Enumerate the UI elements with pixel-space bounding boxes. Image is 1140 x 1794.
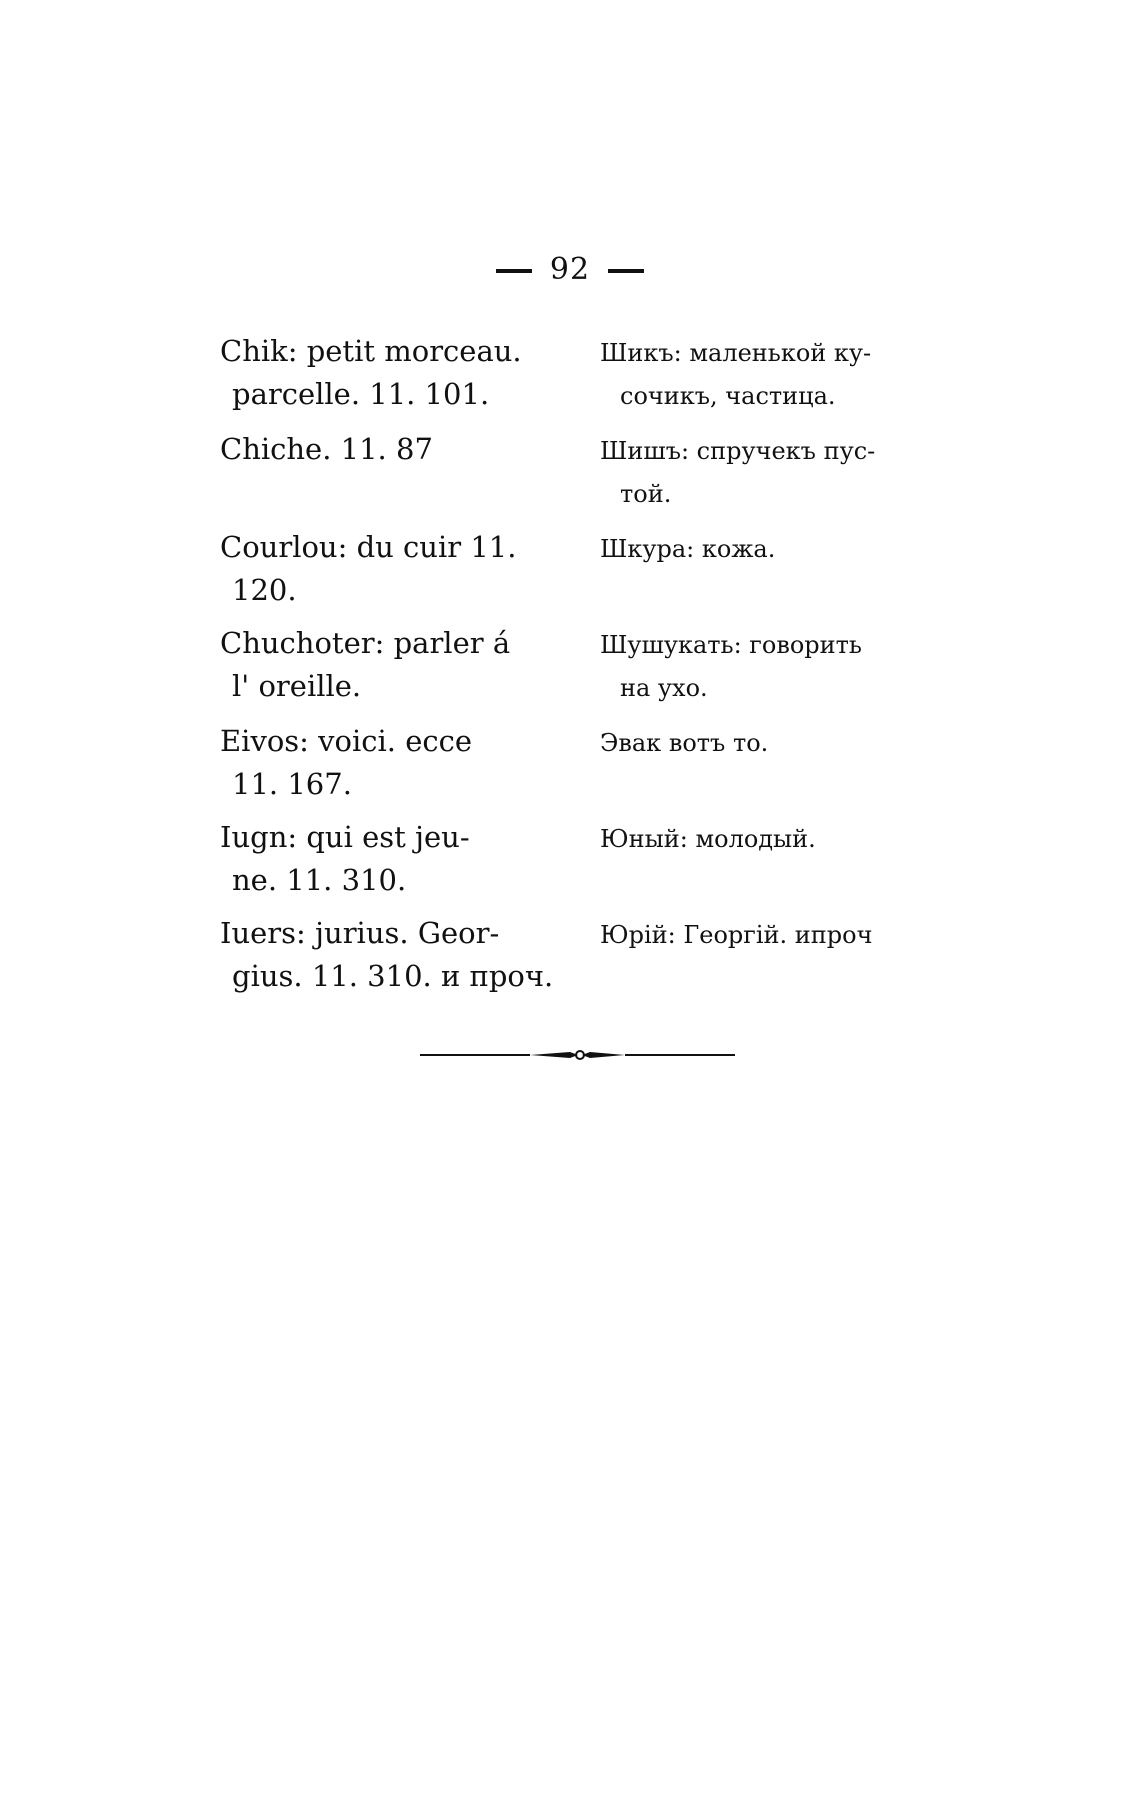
french-line: 11. 167.: [232, 767, 352, 801]
russian-line: Шишъ: спручекъ пус-: [600, 437, 876, 465]
page-number: 92: [549, 252, 591, 287]
french-column: [220, 720, 600, 806]
french-line: parcelle. 11. 101.: [232, 377, 490, 411]
entry-iugn: [220, 816, 960, 902]
russian-column: [600, 912, 960, 998]
left-dash: [496, 269, 532, 273]
russian-column: [600, 720, 960, 806]
entry-eivos: [220, 720, 960, 806]
ornamental-divider: [420, 1046, 735, 1064]
russian-line: той.: [620, 480, 672, 508]
french-line: Eivos: voici. ecce: [220, 724, 473, 758]
russian-column: [600, 526, 960, 612]
french-column: [220, 330, 600, 418]
russian-column: [600, 816, 960, 902]
page-number-header: [0, 252, 1140, 287]
french-line: Courlou: du cuir 11.: [220, 530, 517, 564]
french-line: Iuers: jurius. Geor-: [220, 916, 500, 950]
french-line: ne. 11. 310.: [232, 863, 407, 897]
russian-column: [600, 428, 960, 516]
french-column: [220, 816, 600, 902]
french-line: Chik: petit morceau.: [220, 334, 522, 368]
french-line: Chiche. 11. 87: [220, 432, 433, 466]
russian-column: [600, 622, 960, 710]
french-line: gius. 11. 310. и проч.: [232, 959, 554, 993]
french-column: [220, 526, 600, 612]
russian-line: сочикъ, частица.: [620, 382, 836, 410]
russian-line: Шкура: кожа.: [600, 535, 776, 563]
dictionary-entries: [220, 330, 960, 1008]
french-line: Chuchoter: parler á: [220, 626, 511, 660]
french-column: [220, 912, 600, 998]
russian-line: Шушукать: говорить: [600, 631, 862, 659]
entry-iuers: [220, 912, 960, 998]
french-column: [220, 428, 600, 516]
russian-line: Юрій: Георгій. ипроч: [600, 921, 873, 949]
russian-line: Эвак вотъ то.: [600, 729, 769, 757]
french-line: 120.: [232, 573, 297, 607]
french-column: [220, 622, 600, 710]
russian-line: Шикъ: маленькой ку-: [600, 339, 872, 367]
entry-courlou: [220, 526, 960, 612]
entry-chuchoter: [220, 622, 960, 710]
russian-line: Юный: молодый.: [600, 825, 816, 853]
russian-line: на ухо.: [620, 674, 708, 702]
entry-chiche: [220, 428, 960, 516]
right-dash: [608, 269, 644, 273]
entry-chik: [220, 330, 960, 418]
french-line: Iugn: qui est jeu-: [220, 820, 470, 854]
french-line: l' oreille.: [232, 669, 362, 703]
russian-column: [600, 330, 960, 418]
